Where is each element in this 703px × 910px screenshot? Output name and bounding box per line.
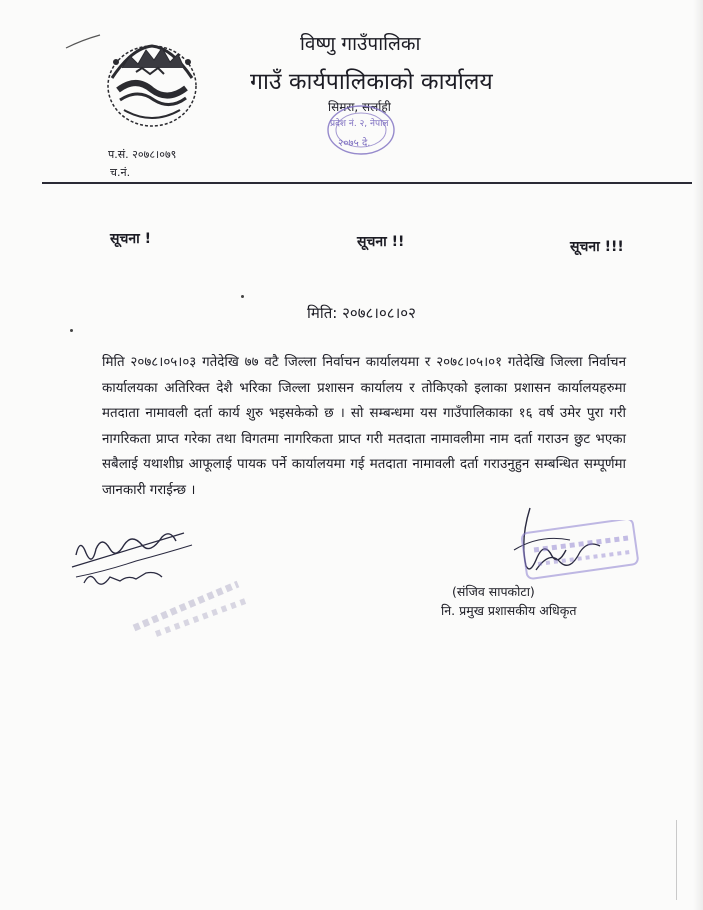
notice-heading-2: सूचना !! [357, 234, 405, 250]
office-location: सिमरा, सर्लाही [328, 100, 391, 114]
right-stamp [518, 520, 648, 590]
reference-number: प.सं. २०७८।०७९ [108, 148, 177, 161]
speck [70, 329, 73, 332]
page-edge-shadow [693, 0, 703, 910]
office-name: गाउँ कार्यपालिकाको कार्यालय [250, 69, 493, 95]
notice-heading-1: सूचना ! [110, 231, 152, 247]
header-divider [42, 182, 692, 184]
pen-mark [64, 32, 104, 52]
signatory-name: (संजिव सापकोटा) [452, 584, 535, 599]
left-stamp [128, 570, 258, 640]
notice-date: मिति: २०७८।०८।०२ [307, 304, 416, 322]
municipality-name: विष्णु गाउँपालिका [300, 33, 421, 55]
page-crease [676, 820, 677, 900]
dispatch-number: च.नं. [110, 166, 131, 179]
signatory-title: नि. प्रमुख प्रशासकीय अधिकृत [441, 603, 577, 618]
notice-body: मिति २०७८।०५।०३ गतेदेखि ७७ वटै जिल्ला निर्वाचन कार्यालयमा र २०७८।०५।०१ गतेदेखि जिल्ला निर्वाचन कार्यालयका अतिरिक्त देशै भरिका जिल्ला प्रशासन कार्यालय र तोकिएको इलाका प्रशासन कार्यालयहरुमा मतदाता नामावली दर्ता कार्य शुरु भइसकेको छ । सो सम्बन्धमा यस गाउँपालिकाका १६ वर्ष उमेर पुरा गरी नागरिकता प्राप्त गरेका तथा विगतमा नागरिकता प्राप्त गरी मतदाता नामावलीमा नाम दर्ता गराउन छुट भएका सबैलाई यथाशीघ्र आफूलाई पायक पर्ने कार्यालयमा गई मतदाता नामावली दर्ता गराउनुहुन सम्बन्धित सम्पूर्णमा जानकारी गराईन्छ । [102, 355, 626, 498]
government-emblem-icon [102, 38, 202, 128]
speck [241, 295, 244, 298]
office-stamp [324, 102, 398, 162]
stamp-text-line1: प्रदेश नं. २, नेपाल [330, 119, 389, 129]
stamp-text-line2: २०७५ दे. [338, 138, 371, 149]
notice-heading-3: सूचना !!! [570, 239, 624, 255]
